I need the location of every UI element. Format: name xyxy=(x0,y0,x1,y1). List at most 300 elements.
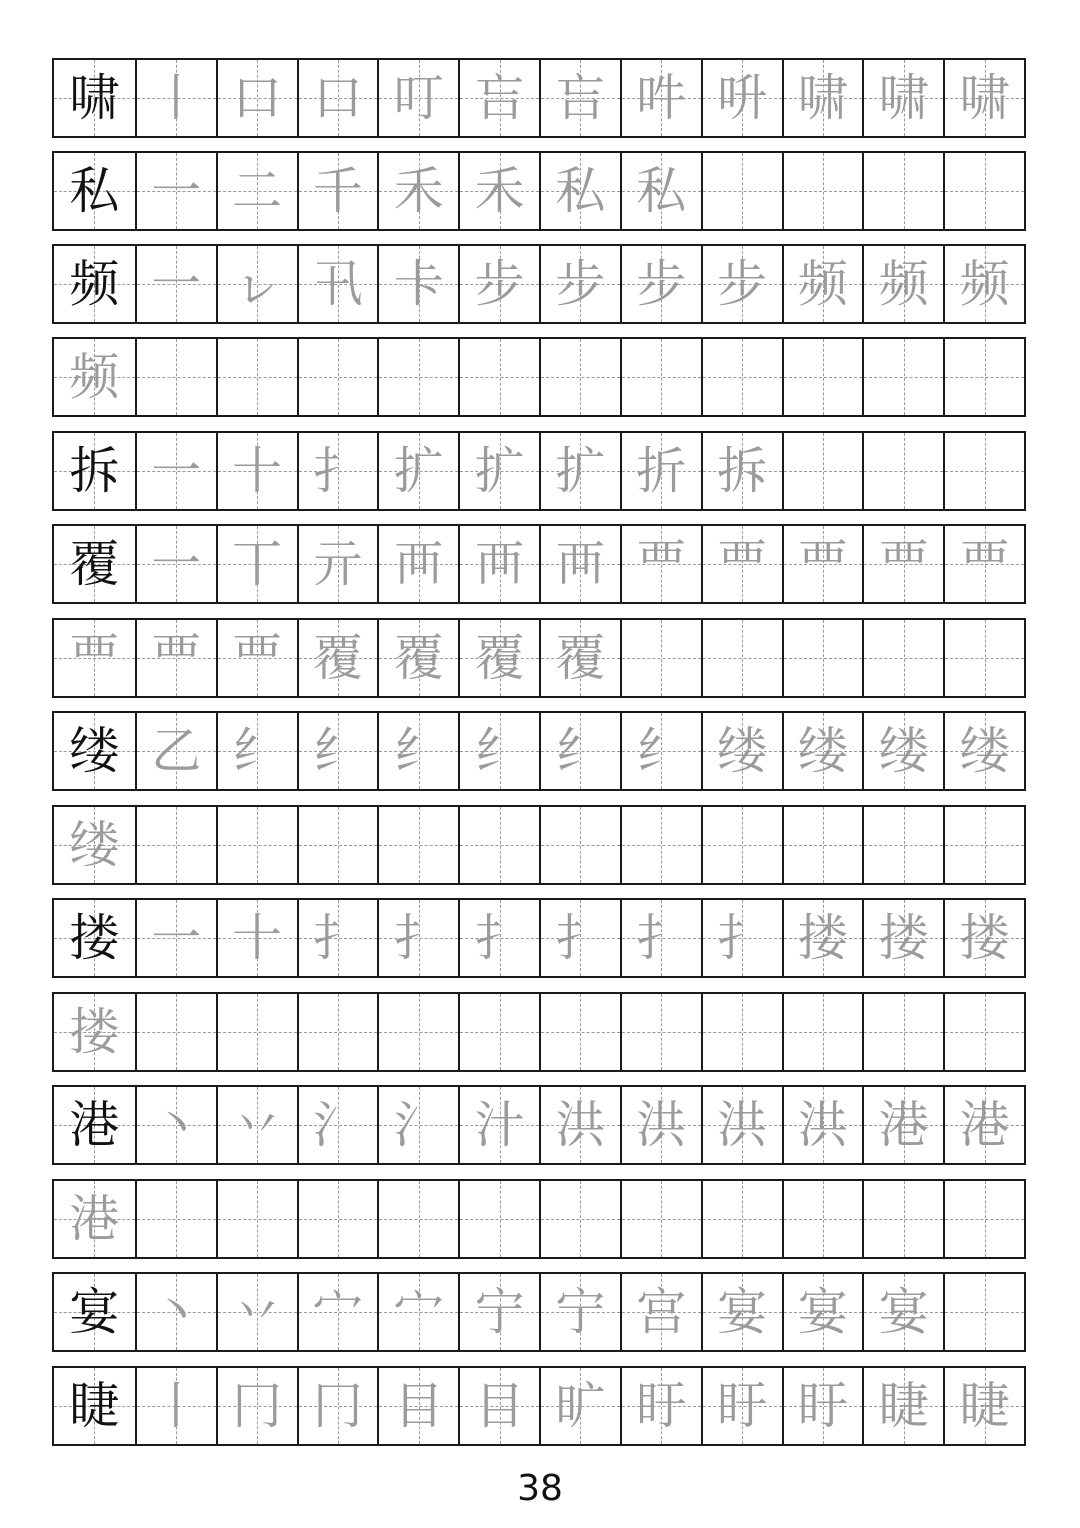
stroke-step-character: 襾 xyxy=(393,535,444,593)
stroke-step-character: 卡 xyxy=(393,255,444,313)
writing-cell[interactable] xyxy=(620,620,701,696)
stroke-step-character: 目 xyxy=(474,1377,525,1435)
writing-cell[interactable] xyxy=(782,433,863,509)
stroke-step-character: 二 xyxy=(232,162,283,220)
stroke-step-character: 纟 xyxy=(636,722,687,780)
writing-cell[interactable] xyxy=(458,526,539,602)
writing-cell[interactable] xyxy=(782,1181,863,1257)
stroke-step-character: 私 xyxy=(555,162,606,220)
head-character-cell xyxy=(54,526,135,602)
writing-cell[interactable] xyxy=(782,1368,863,1444)
head-character: 私 xyxy=(69,162,120,220)
stroke-step-character: 私 xyxy=(636,162,687,220)
stroke-step-character: 啸 xyxy=(959,69,1010,127)
stroke-step-character: 口 xyxy=(312,69,363,127)
writing-cell[interactable] xyxy=(458,1274,539,1350)
writing-cell[interactable] xyxy=(135,526,216,602)
writing-cell[interactable] xyxy=(297,994,378,1070)
stroke-step-character: 吂 xyxy=(474,69,525,127)
writing-cell[interactable] xyxy=(458,994,539,1070)
writing-cell[interactable] xyxy=(943,1087,1024,1163)
stroke-step-character: 宀 xyxy=(393,1283,444,1341)
writing-cell[interactable] xyxy=(943,1181,1024,1257)
stroke-step-character: 睫 xyxy=(959,1377,1010,1435)
practice-row xyxy=(52,898,1026,978)
writing-cell[interactable] xyxy=(216,900,297,976)
head-character-cell xyxy=(54,1368,135,1444)
writing-cell[interactable] xyxy=(701,153,782,229)
head-character: 搂 xyxy=(69,909,120,967)
writing-cell[interactable] xyxy=(216,433,297,509)
page-number: 38 xyxy=(517,1468,563,1509)
stroke-step-character: 一 xyxy=(151,255,202,313)
writing-cell[interactable] xyxy=(539,994,620,1070)
practice-row xyxy=(52,1179,1026,1259)
practice-row xyxy=(52,524,1026,604)
stroke-step-character: 乙 xyxy=(151,722,202,780)
writing-cell[interactable] xyxy=(943,526,1024,602)
head-character-cell xyxy=(54,900,135,976)
writing-cell[interactable] xyxy=(216,1181,297,1257)
stroke-step-character: 扩 xyxy=(474,442,525,500)
writing-cell[interactable] xyxy=(620,1274,701,1350)
stroke-step-character: 宁 xyxy=(474,1283,525,1341)
writing-cell[interactable] xyxy=(782,1274,863,1350)
writing-cell[interactable] xyxy=(539,900,620,976)
writing-cell[interactable] xyxy=(135,1368,216,1444)
writing-cell[interactable] xyxy=(620,900,701,976)
writing-cell[interactable] xyxy=(135,433,216,509)
stroke-step-character: 亓 xyxy=(312,535,363,593)
writing-cell[interactable] xyxy=(862,900,943,976)
writing-cell[interactable] xyxy=(216,620,297,696)
stroke-step-character: 缕 xyxy=(959,722,1010,780)
writing-cell[interactable] xyxy=(539,153,620,229)
stroke-step-character: 纟 xyxy=(232,722,283,780)
stroke-step-character: 宀 xyxy=(312,1283,363,1341)
writing-cell[interactable] xyxy=(135,246,216,322)
stroke-step-character: 洪 xyxy=(636,1096,687,1154)
head-character-cell xyxy=(54,153,135,229)
stroke-step-character: 纟 xyxy=(312,722,363,780)
writing-cell[interactable] xyxy=(135,60,216,136)
writing-cell[interactable] xyxy=(377,433,458,509)
stroke-step-character: 十 xyxy=(232,442,283,500)
writing-cell[interactable] xyxy=(701,1274,782,1350)
stroke-step-character: 襾 xyxy=(474,535,525,593)
writing-cell[interactable] xyxy=(862,60,943,136)
writing-cell[interactable] xyxy=(539,1274,620,1350)
stroke-step-character: 洪 xyxy=(717,1096,768,1154)
head-character: 港 xyxy=(69,1096,120,1154)
writing-cell[interactable] xyxy=(216,339,297,415)
practice-row xyxy=(52,244,1026,324)
stroke-step-character: 扌 xyxy=(474,909,525,967)
head-character-cell xyxy=(54,433,135,509)
writing-cell[interactable] xyxy=(216,246,297,322)
stroke-step-character: 丨 xyxy=(151,69,202,127)
writing-cell[interactable] xyxy=(297,1274,378,1350)
stroke-step-character: 搂 xyxy=(959,909,1010,967)
writing-cell[interactable] xyxy=(862,1274,943,1350)
writing-cell[interactable] xyxy=(297,60,378,136)
practice-row xyxy=(52,805,1026,885)
writing-cell[interactable] xyxy=(458,246,539,322)
head-character-cell xyxy=(54,339,135,415)
stroke-step-character: 叮 xyxy=(393,69,444,127)
writing-cell[interactable] xyxy=(216,994,297,1070)
stroke-step-character: 拆 xyxy=(717,442,768,500)
stroke-step-character: 呏 xyxy=(717,69,768,127)
stroke-step-character: 覆 xyxy=(474,629,525,687)
writing-cell[interactable] xyxy=(377,1087,458,1163)
stroke-step-character: 丶 xyxy=(151,1096,202,1154)
writing-cell[interactable] xyxy=(701,1368,782,1444)
writing-cell[interactable] xyxy=(862,339,943,415)
writing-cell[interactable] xyxy=(539,246,620,322)
writing-cell[interactable] xyxy=(862,713,943,789)
writing-cell[interactable] xyxy=(701,713,782,789)
writing-cell[interactable] xyxy=(862,1181,943,1257)
writing-cell[interactable] xyxy=(377,994,458,1070)
head-character-cell xyxy=(54,1087,135,1163)
writing-cell[interactable] xyxy=(862,1368,943,1444)
stroke-step-character: 纟 xyxy=(393,722,444,780)
stroke-step-character: 宴 xyxy=(878,1283,929,1341)
practice-row xyxy=(52,618,1026,698)
writing-cell[interactable] xyxy=(620,433,701,509)
stroke-step-character: 覆 xyxy=(312,629,363,687)
writing-cell[interactable] xyxy=(216,60,297,136)
head-character-cell xyxy=(54,246,135,322)
writing-cell[interactable] xyxy=(701,900,782,976)
writing-cell[interactable] xyxy=(377,807,458,883)
writing-cell[interactable] xyxy=(862,1087,943,1163)
writing-cell[interactable] xyxy=(297,433,378,509)
writing-cell[interactable] xyxy=(297,1368,378,1444)
writing-cell[interactable] xyxy=(701,807,782,883)
stroke-step-character: 覀 xyxy=(717,535,768,593)
head-character: 啸 xyxy=(69,69,120,127)
stroke-step-character: 口 xyxy=(232,69,283,127)
writing-cell[interactable] xyxy=(943,713,1024,789)
writing-cell[interactable] xyxy=(782,339,863,415)
writing-cell[interactable] xyxy=(701,994,782,1070)
stroke-step-character: 步 xyxy=(636,255,687,313)
writing-cell[interactable] xyxy=(135,1274,216,1350)
writing-cell[interactable] xyxy=(458,339,539,415)
writing-cell[interactable] xyxy=(701,60,782,136)
practice-row xyxy=(52,1085,1026,1165)
stroke-step-character: 丷 xyxy=(232,1096,283,1154)
head-character: 覀 xyxy=(69,629,120,687)
writing-cell[interactable] xyxy=(135,620,216,696)
stroke-step-character: 折 xyxy=(636,442,687,500)
stroke-step-character: 步 xyxy=(717,255,768,313)
writing-cell[interactable] xyxy=(701,339,782,415)
writing-cell[interactable] xyxy=(539,526,620,602)
writing-cell[interactable] xyxy=(701,246,782,322)
writing-cell[interactable] xyxy=(135,713,216,789)
head-character-cell xyxy=(54,807,135,883)
writing-cell[interactable] xyxy=(862,433,943,509)
writing-cell[interactable] xyxy=(782,900,863,976)
writing-cell[interactable] xyxy=(216,1274,297,1350)
writing-cell[interactable] xyxy=(782,994,863,1070)
stroke-step-character: 一 xyxy=(151,442,202,500)
writing-cell[interactable] xyxy=(701,433,782,509)
writing-cell[interactable] xyxy=(377,526,458,602)
writing-cell[interactable] xyxy=(620,153,701,229)
stroke-step-character: 卂 xyxy=(312,255,363,313)
stroke-step-character: 扩 xyxy=(555,442,606,500)
writing-cell[interactable] xyxy=(539,713,620,789)
writing-cell[interactable] xyxy=(782,807,863,883)
stroke-step-character: 襾 xyxy=(555,535,606,593)
stroke-step-character: 覀 xyxy=(636,535,687,593)
writing-cell[interactable] xyxy=(458,900,539,976)
writing-cell[interactable] xyxy=(943,900,1024,976)
writing-cell[interactable] xyxy=(377,620,458,696)
stroke-step-character: 氵 xyxy=(312,1096,363,1154)
stroke-step-character: 氵 xyxy=(393,1096,444,1154)
writing-cell[interactable] xyxy=(701,1181,782,1257)
writing-cell[interactable] xyxy=(458,1368,539,1444)
writing-cell[interactable] xyxy=(458,433,539,509)
writing-cell[interactable] xyxy=(943,339,1024,415)
writing-cell[interactable] xyxy=(539,1087,620,1163)
stroke-step-character: 覀 xyxy=(878,535,929,593)
head-character-cell xyxy=(54,713,135,789)
practice-row xyxy=(52,711,1026,791)
writing-cell[interactable] xyxy=(458,1181,539,1257)
writing-cell[interactable] xyxy=(620,246,701,322)
stroke-step-character: 十 xyxy=(232,909,283,967)
writing-cell[interactable] xyxy=(458,620,539,696)
stroke-step-character: 一 xyxy=(151,909,202,967)
stroke-step-character: 禾 xyxy=(393,162,444,220)
writing-cell[interactable] xyxy=(458,713,539,789)
stroke-step-character: 宁 xyxy=(555,1283,606,1341)
stroke-step-character: 禾 xyxy=(474,162,525,220)
writing-cell[interactable] xyxy=(862,526,943,602)
writing-cell[interactable] xyxy=(943,1274,1024,1350)
writing-cell[interactable] xyxy=(943,246,1024,322)
stroke-step-character: 啸 xyxy=(797,69,848,127)
writing-cell[interactable] xyxy=(297,153,378,229)
writing-cell[interactable] xyxy=(458,1087,539,1163)
writing-cell[interactable] xyxy=(620,994,701,1070)
writing-cell[interactable] xyxy=(620,713,701,789)
stroke-step-character: ㇾ xyxy=(232,255,283,313)
stroke-step-character: 步 xyxy=(555,255,606,313)
stroke-step-character: 扌 xyxy=(312,442,363,500)
stroke-step-character: 频 xyxy=(878,255,929,313)
stroke-step-character: 宫 xyxy=(636,1283,687,1341)
writing-cell[interactable] xyxy=(782,246,863,322)
writing-cell[interactable] xyxy=(539,620,620,696)
stroke-step-character: 扌 xyxy=(717,909,768,967)
writing-cell[interactable] xyxy=(620,1368,701,1444)
stroke-step-character: 纟 xyxy=(474,722,525,780)
writing-cell[interactable] xyxy=(297,1181,378,1257)
stroke-step-character: 频 xyxy=(797,255,848,313)
stroke-step-character: 频 xyxy=(959,255,1010,313)
writing-cell[interactable] xyxy=(782,620,863,696)
stroke-step-character: 搂 xyxy=(797,909,848,967)
writing-cell[interactable] xyxy=(377,153,458,229)
stroke-step-character: 缕 xyxy=(878,722,929,780)
writing-cell[interactable] xyxy=(297,807,378,883)
writing-cell[interactable] xyxy=(377,339,458,415)
stroke-step-character: 扌 xyxy=(312,909,363,967)
practice-row xyxy=(52,151,1026,231)
writing-cell[interactable] xyxy=(701,1087,782,1163)
writing-cell[interactable] xyxy=(539,807,620,883)
writing-cell[interactable] xyxy=(297,339,378,415)
stroke-step-character: 丷 xyxy=(232,1283,283,1341)
stroke-step-character: 洪 xyxy=(797,1096,848,1154)
practice-row xyxy=(52,431,1026,511)
writing-cell[interactable] xyxy=(701,526,782,602)
stroke-step-character: 覀 xyxy=(959,535,1010,593)
stroke-step-character: 搂 xyxy=(878,909,929,967)
writing-cell[interactable] xyxy=(620,526,701,602)
head-character-cell xyxy=(54,1274,135,1350)
writing-cell[interactable] xyxy=(216,1087,297,1163)
writing-cell[interactable] xyxy=(297,1087,378,1163)
writing-cell[interactable] xyxy=(135,153,216,229)
writing-cell[interactable] xyxy=(782,713,863,789)
stroke-step-character: 一 xyxy=(151,162,202,220)
practice-row xyxy=(52,1272,1026,1352)
stroke-step-character: 啸 xyxy=(878,69,929,127)
writing-cell[interactable] xyxy=(943,620,1024,696)
writing-cell[interactable] xyxy=(135,339,216,415)
writing-cell[interactable] xyxy=(782,526,863,602)
stroke-step-character: 纟 xyxy=(555,722,606,780)
writing-cell[interactable] xyxy=(216,526,297,602)
stroke-step-character: 扌 xyxy=(393,909,444,967)
head-character-cell xyxy=(54,60,135,136)
writing-cell[interactable] xyxy=(135,1181,216,1257)
writing-cell[interactable] xyxy=(377,1368,458,1444)
writing-cell[interactable] xyxy=(216,713,297,789)
head-character-cell xyxy=(54,620,135,696)
stroke-step-character: 缕 xyxy=(717,722,768,780)
writing-cell[interactable] xyxy=(943,153,1024,229)
writing-cell[interactable] xyxy=(943,1368,1024,1444)
writing-cell[interactable] xyxy=(539,60,620,136)
head-character-cell xyxy=(54,994,135,1070)
writing-cell[interactable] xyxy=(297,900,378,976)
stroke-step-character: 覀 xyxy=(232,629,283,687)
writing-cell[interactable] xyxy=(862,807,943,883)
writing-cell[interactable] xyxy=(701,620,782,696)
stroke-step-character: 冂 xyxy=(312,1377,363,1435)
writing-cell[interactable] xyxy=(620,60,701,136)
writing-cell[interactable] xyxy=(943,433,1024,509)
stroke-step-character: 步 xyxy=(474,255,525,313)
writing-cell[interactable] xyxy=(297,713,378,789)
practice-row xyxy=(52,337,1026,417)
practice-row xyxy=(52,1366,1026,1446)
writing-cell[interactable] xyxy=(377,1181,458,1257)
writing-cell[interactable] xyxy=(297,526,378,602)
stroke-step-character: 目 xyxy=(393,1377,444,1435)
stroke-step-character: 覆 xyxy=(555,629,606,687)
writing-cell[interactable] xyxy=(943,807,1024,883)
head-character: 覆 xyxy=(69,535,120,593)
writing-cell[interactable] xyxy=(943,60,1024,136)
writing-cell[interactable] xyxy=(135,1087,216,1163)
stroke-step-character: 吂 xyxy=(555,69,606,127)
head-character: 频 xyxy=(69,255,120,313)
writing-cell[interactable] xyxy=(135,807,216,883)
writing-cell[interactable] xyxy=(862,620,943,696)
writing-cell[interactable] xyxy=(862,246,943,322)
writing-cell[interactable] xyxy=(782,60,863,136)
writing-cell[interactable] xyxy=(135,994,216,1070)
writing-cell[interactable] xyxy=(377,900,458,976)
writing-cell[interactable] xyxy=(135,900,216,976)
stroke-step-character: 丅 xyxy=(232,535,283,593)
writing-cell[interactable] xyxy=(216,807,297,883)
stroke-step-character: 丨 xyxy=(151,1377,202,1435)
writing-cell[interactable] xyxy=(377,1274,458,1350)
writing-cell[interactable] xyxy=(862,153,943,229)
head-character: 港 xyxy=(69,1190,120,1248)
writing-cell[interactable] xyxy=(539,1368,620,1444)
writing-cell[interactable] xyxy=(620,1087,701,1163)
stroke-step-character: 丶 xyxy=(151,1283,202,1341)
practice-row xyxy=(52,58,1026,138)
writing-cell[interactable] xyxy=(216,1368,297,1444)
writing-cell[interactable] xyxy=(620,339,701,415)
writing-cell[interactable] xyxy=(377,246,458,322)
writing-cell[interactable] xyxy=(943,994,1024,1070)
stroke-step-character: 覆 xyxy=(393,629,444,687)
stroke-step-character: 覀 xyxy=(151,629,202,687)
writing-cell[interactable] xyxy=(620,1181,701,1257)
writing-cell[interactable] xyxy=(782,153,863,229)
head-character-cell xyxy=(54,1181,135,1257)
stroke-step-character: 港 xyxy=(878,1096,929,1154)
writing-cell[interactable] xyxy=(620,807,701,883)
stroke-step-character: 千 xyxy=(312,162,363,220)
writing-cell[interactable] xyxy=(377,713,458,789)
writing-cell[interactable] xyxy=(539,433,620,509)
stroke-step-character: 港 xyxy=(959,1096,1010,1154)
writing-cell[interactable] xyxy=(539,1181,620,1257)
stroke-step-character: 盱 xyxy=(636,1377,687,1435)
writing-cell[interactable] xyxy=(297,620,378,696)
stroke-step-character: 扌 xyxy=(555,909,606,967)
stroke-step-character: 盱 xyxy=(797,1377,848,1435)
writing-cell[interactable] xyxy=(458,807,539,883)
writing-cell[interactable] xyxy=(297,246,378,322)
writing-cell[interactable] xyxy=(377,60,458,136)
writing-cell[interactable] xyxy=(458,153,539,229)
writing-cell[interactable] xyxy=(782,1087,863,1163)
head-character: 拆 xyxy=(69,442,120,500)
writing-cell[interactable] xyxy=(458,60,539,136)
stroke-step-character: 宴 xyxy=(797,1283,848,1341)
stroke-step-character: 汁 xyxy=(474,1096,525,1154)
writing-cell[interactable] xyxy=(539,339,620,415)
writing-cell[interactable] xyxy=(216,153,297,229)
writing-cell[interactable] xyxy=(862,994,943,1070)
